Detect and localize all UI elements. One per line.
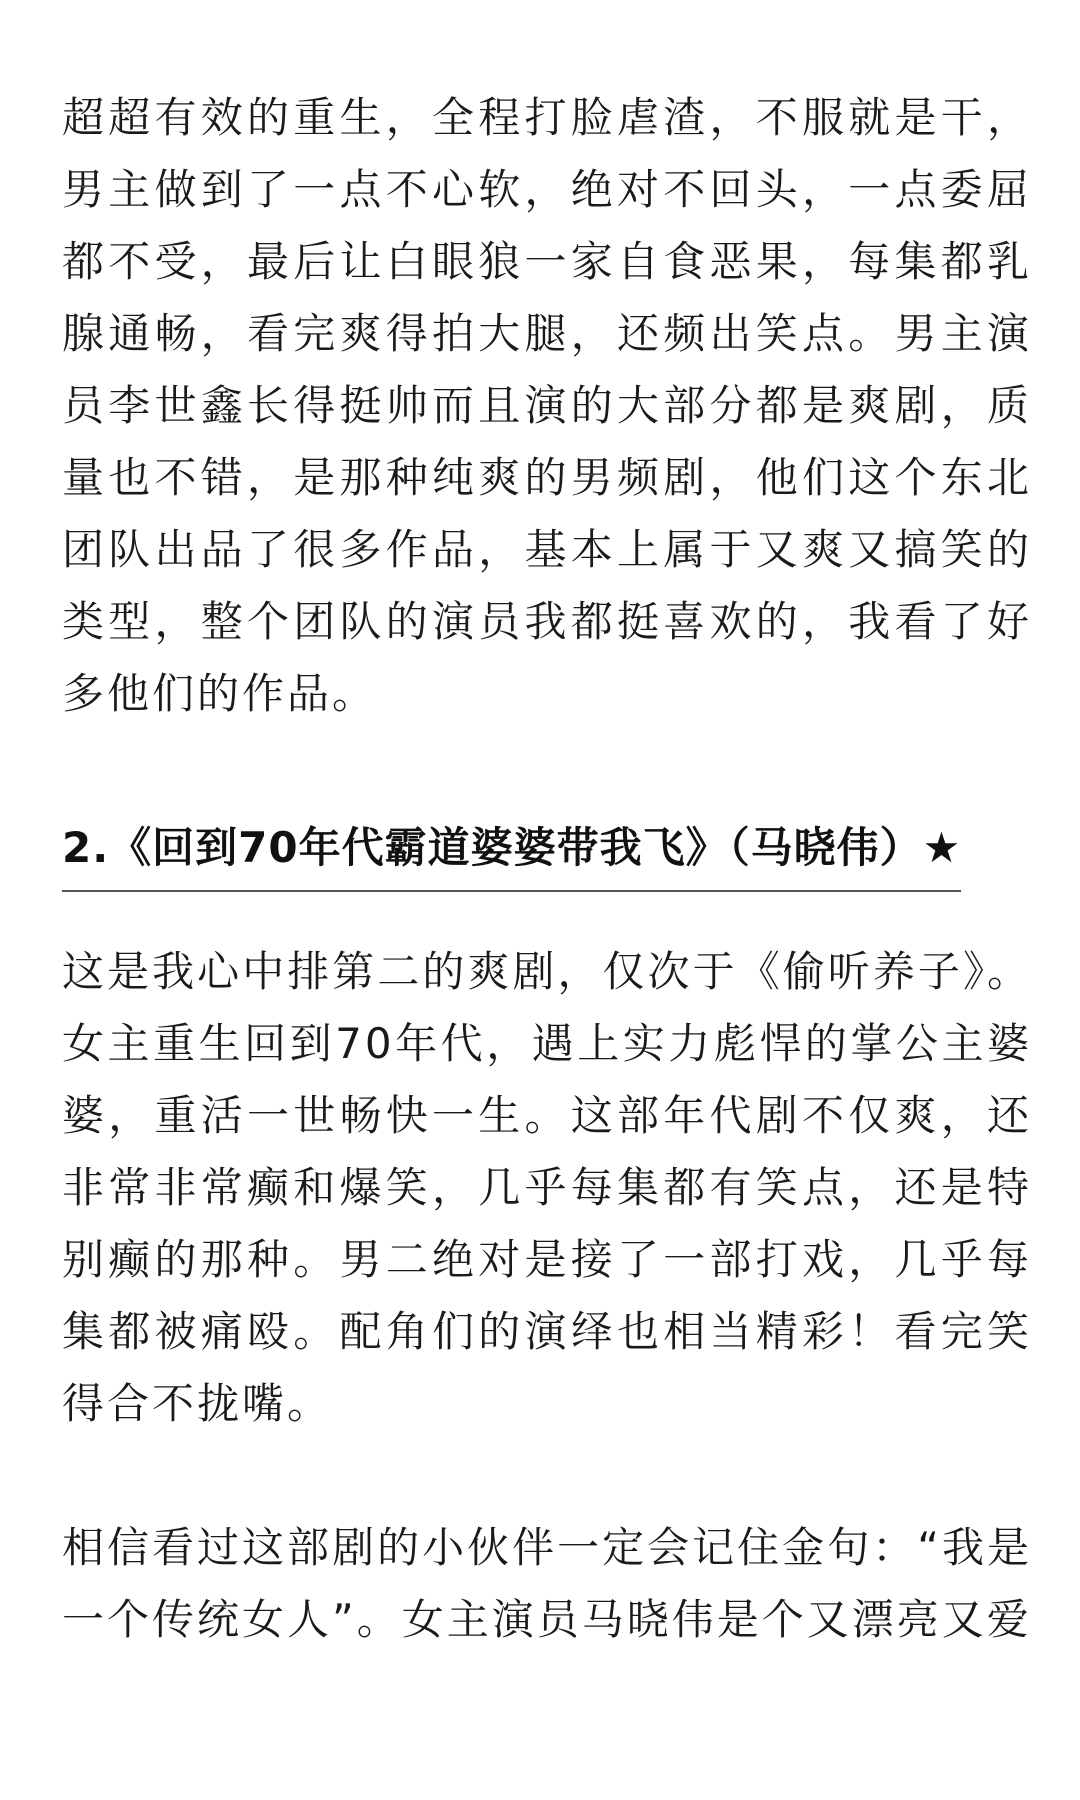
article-paragraph: 相信看过这部剧的小伙伴一定会记住金句：“我是一个传统女人”。女主演员马晓伟是个又漂亮又爱 [62, 1523, 1032, 1644]
article-paragraph: 这是我心中排第二的爽剧，仅次于《偷听养子》。女主重生回到70年代，遇上实力彪悍的掌公主婆婆，重活一世畅快一生。这部年代剧不仅爽，还非常非常癫和爆笑，几乎每集都有笑点，还是特别癫的那种。男二绝对是接了一部打戏，几乎每集都被痛殴。配角们的演绎也相当精彩！看完笑得合不拢嘴。 [62, 947, 1032, 1428]
article-paragraph: 超超有效的重生，全程打脸虐渣，不服就是干，男主做到了一点不心软，绝对不回头，一点委屈都不受，最后让白眼狼一家自食恶果，每集都乳腺通畅，看完爽得拍大腿，还频出笑点。男主演员李世鑫长得挺帅而且演的大部分都是爽剧，质量也不错，是那种纯爽的男频剧，他们这个东北团队出品了很多作品，基本上属于又爽又搞笑的类型，整个团队的演员我都挺喜欢的，我看了好多他们的作品。 [62, 93, 1032, 718]
section-heading: 2.《回到70年代霸道婆婆带我飞》（马晓伟）★ [62, 820, 961, 892]
